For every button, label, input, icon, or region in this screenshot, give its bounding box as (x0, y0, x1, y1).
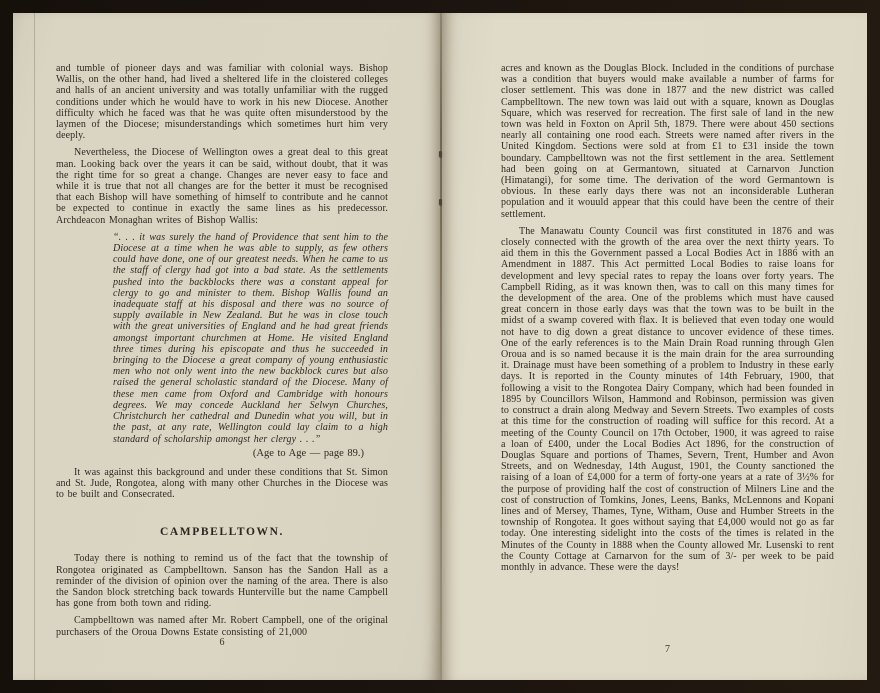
blockquote-wallis: “. . . it was surely the hand of Providence that sent him to the Diocese at a time when he was able to supply, as few others could have done, one of our greatest needs. When he came to us the staff of clergy had got into a bad state. As the settlements pushed into the backblocks there was a constant appeal for clergy to go and minister to them. Bishop Wallis found an inadequate staff at his disposal and there was no source of supply available in New Zealand. But he was in close touch with the great universities of England and he had great friends amongst important churchmen at Home. He visited England three times during his episcopate and thus he succeeded in bringing to the Diocese a great company of young enthusiastic men who not only went into the new backblock cures but also raised the general scholastic standard of the Diocese. Many of these men came from Oxford and Cambridge with honours degrees. We may concede Auckland her Selwyn Churches, Christchurch her cathedral and Dunedin what you will, but in the past, at any rate, Wellington could lay claim to a high standard of scholarship amongst her clergy . . .” (113, 231, 388, 445)
right-text-column (501, 63, 834, 579)
page-left (13, 13, 440, 680)
page-number-left: 6 (219, 637, 225, 648)
book-spine (440, 13, 442, 680)
left-text-column (56, 63, 388, 644)
paragraph-named: Campbelltown was named after Mr. Robert Campbell, one of the original purchasers of the Oroua Downs Estate consisting of 21,000 (56, 615, 388, 638)
paragraph-tumble: and tumble of pioneer days and was familiar with colonial ways. Bishop Wallis, on the other hand, had lived a sheltered life in the cloistered colleges and halls of an ancient university and was totally unfamiliar with the rugged conditions under which he would have to work in his new Diocese. Another difficulty which he faced was that he was quite often misunderstood by the laymen of the Diocese; misunderstandings which sometimes hurt him very deeply. (56, 63, 388, 142)
paragraph-nevertheless: Nevertheless, the Diocese of Wellington owes a great deal to this great man. Looking back over the years it can be said, without doubt, that it was the right time for so great a change. Changes are never easy to face and while it is true that not all changes are for the better it must be recognised that each Bishop will have something of himself to contribute and he cannot be expected to continue in exactly the same lines as his predecessor. Archdeacon Monaghan writes of Bishop Wallis: (56, 147, 388, 226)
page-number-right: 7 (665, 644, 670, 655)
staple-icon (439, 199, 442, 205)
staple-icon (439, 151, 442, 157)
paragraph-acres: acres and known as the Douglas Block. Included in the conditions of purchase was a condition that buyers would make available a number of farms for closer settlement. This was done in 1877 and the new district was called Campbelltown. The new town was laid out with a square, known as Douglas Square, which was reserved for recreation. The first sale of land in the new town was held in Foxton on April 5th, 1879. There were about 450 sections nearly all containing one rood each. Streets were named after rivers in the United Kingdom. Sections were sold at from £1 to £31 inside the town boundary. Campbelltown was not the first settlement in the area. Settlement had been going on at Germantown, situated at Carnarvon Junction (Himatangi), for some time. The derivation of the word Germantown is obvious. In these early days there was not an inconsiderable Lutheran population and it wouuld appear that this could have been the centre of their settlement. (501, 63, 834, 220)
quote-attribution: (Age to Age — page 89.) (252, 447, 364, 459)
paragraph-today: Today there is nothing to remind us of the fact that the township of Rongotea originated as Campbelltown. Sanson has the Sandon Hall as a reminder of the division of opinion over the naming of the area. There is also the Sandon block stretching back towards Hunterville but the name Campbell has gone from both town and riding. (56, 553, 388, 610)
paragraph-manawatu: The Manawatu County Council was first constituted in 1876 and was closely connected with the growth of the area over the next thirty years. To aid them in this the Government passed a Local Bodies Act in 1886 with an Amendment in 1887. This Act permitted Local Bodies to raise loans for development and levy special rates to repay the loans over forty years. The Campbell Riding, as it was known then, was to call on this many times for the development of the area. One of the problems which must have caused great concern in those early days was that the town was to be built in the midst of a swamp covered with flax. It is believed that even today one would not have to dig down a great distance to uncover evidence of these times. One of the early references is to the Main Drain Road running through Glen Oroua and is so named because it is the main drain for the area surrounding it. Drainage must have been something of a problem to Industry in these early days. It is reported in the County minutes of 14th February, 1900, that following a visit to the Rongotea Dairy Company, which had been founded in 1895 by Councillors Wilson, Hammond and Robinson, permission was given to construct a drain along Medway and Severn Streets. Two examples of costs at this time for the construction of roading will suffice for this record. At a meeting of the County Council on 17th October, 1900, it was agreed to raise a loan of £400, under the Local Bodies Act 1896, for the construction of Douglas Square and portions of Thames, Severn, Trent, Humber and Avon Streets, and on Wednesday, 14th August, 1901, the County sanctioned the raising of a loan of £4,000 for a term of forty-one years at a rate of 3½% for the purpose of providing half the cost of construction of Milners Line and the cost of construction of Tomkins, Jones, Leens, Banks, McLennons and Kopani lines and of Mersey, Thames, Tyne, Witham, Ouse and Humber Streets in the township of Rongotea. It goes without saying that £4,000 would not go as far today. One interesting sidelight into the costs of the times is related in the Minutes of the County in 1888 when the County allowed Mr. Lusenski to rent the County Cottage at Carnarvon for the sum of 3/- per week to be paid monthly in advance. These were the days! (501, 225, 834, 573)
section-heading-campbelltown: CAMPBELLTOWN. (159, 526, 284, 539)
open-book (13, 13, 867, 680)
page-right (442, 13, 867, 680)
paragraph-background: It was against this background and under these conditions that St. Simon and St. Jude, Rongotea, along with many other Churches in the Diocese was to be built and Consecrated. (56, 466, 388, 501)
